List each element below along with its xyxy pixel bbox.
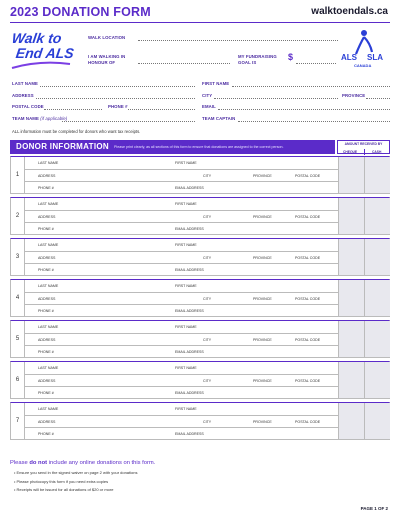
contact-line[interactable]: PHONE # EMAIL ADDRESS [38,391,204,396]
table-row [10,238,390,276]
row-number: 7 [11,403,25,439]
cash-amount-cell[interactable] [364,198,390,234]
warning-bold: do not [29,460,48,466]
website-link[interactable]: walktoendals.ca [311,6,388,17]
walk-location-label: WALK LOCATION [88,35,126,40]
contact-line[interactable]: PHONE # EMAIL ADDRESS [38,227,204,232]
cash-amount-cell[interactable] [364,280,390,316]
page-number: PAGE 1 OF 2 [360,506,388,511]
warning-suffix: include any online donations on this form. [48,460,156,466]
row-number: 4 [11,280,25,316]
name-line[interactable]: LAST NAME FIRST NAME [25,198,338,211]
donor-section-instructions: Please print clearly, as all sections of this form to ensure that donations are assigned to the correct person. [114,145,284,149]
first-name-field[interactable] [232,86,390,87]
address-field[interactable] [36,98,195,99]
cash-amount-cell[interactable] [364,239,390,275]
contact-line[interactable]: PHONE # EMAIL ADDRESS [38,268,204,273]
footer-bullet-list [14,469,137,495]
team-name-note: (if applicable) [40,116,68,121]
name-line[interactable]: LAST NAME FIRST NAME [25,403,338,416]
cheque-column-label: CHEQUE [343,150,358,154]
last-name-field[interactable] [40,86,195,87]
contact-line[interactable]: PHONE # EMAIL ADDRESS [38,350,204,355]
team-captain-label: TEAM CAPTAIN [202,116,236,121]
online-donations-warning [10,460,155,466]
row-number: 6 [11,362,25,398]
address-label: ADDRESS [12,93,34,98]
amount-received-header [337,140,390,154]
address-line[interactable]: ADDRESS CITY PROVINCE POSTAL CODE [25,375,338,388]
honour-label: I AM WALKING IN HONOUR OF [88,54,126,65]
donor-information-header [10,140,335,154]
logo-line2: End ALS [14,45,75,61]
cheque-amount-cell[interactable] [338,239,364,275]
name-line[interactable]: LAST NAME FIRST NAME [25,362,338,375]
team-name-label [12,116,67,121]
contact-line[interactable]: PHONE # EMAIL ADDRESS [38,186,204,191]
row-number: 5 [11,321,25,357]
row-number: 2 [11,198,25,234]
fundraising-goal-field[interactable] [296,63,336,64]
email-label: EMAIL [202,104,216,109]
cash-amount-cell[interactable] [364,362,390,398]
last-name-label: LAST NAME [12,81,38,86]
walk-to-end-als-logo [10,28,74,72]
address-line[interactable]: ADDRESS CITY PROVINCE POSTAL CODE [25,170,338,183]
team-name-field[interactable] [62,121,195,122]
fundraising-goal-label: MY FUNDRAISING GOAL IS [238,54,277,65]
name-line[interactable]: LAST NAME FIRST NAME [25,157,338,170]
honour-field[interactable] [138,63,230,64]
receipt-note: ALL information must be completed for donors who want tax receipts. [12,129,141,134]
table-row [10,279,390,317]
name-line[interactable]: LAST NAME FIRST NAME [25,280,338,293]
logo-line1: Walk to [10,30,63,46]
table-row [10,197,390,235]
postal-code-label: POSTAL CODE [12,104,44,109]
address-line[interactable]: ADDRESS CITY PROVINCE POSTAL CODE [25,416,338,429]
province-field[interactable] [366,98,390,99]
cheque-amount-cell[interactable] [338,280,364,316]
contact-line[interactable]: PHONE # EMAIL ADDRESS [38,309,204,314]
name-line[interactable]: LAST NAME FIRST NAME [25,239,338,252]
list-item: • Ensure you send in the signed waiver on page 2 with your donations [14,470,138,475]
row-number: 3 [11,239,25,275]
als-left: ALS [341,53,357,62]
cash-amount-cell[interactable] [364,321,390,357]
cheque-amount-cell[interactable] [338,157,364,193]
team-captain-field[interactable] [238,121,390,122]
address-line[interactable]: ADDRESS CITY PROVINCE POSTAL CODE [25,334,338,347]
cash-amount-cell[interactable] [364,157,390,193]
name-line[interactable]: LAST NAME FIRST NAME [25,321,338,334]
walk-location-field[interactable] [138,40,338,41]
contact-line[interactable]: PHONE # EMAIL ADDRESS [38,432,204,437]
cheque-amount-cell[interactable] [338,362,364,398]
row-number: 1 [11,157,25,193]
province-label: PROVINCE [342,93,366,98]
city-field[interactable] [214,98,338,99]
cash-amount-cell[interactable] [364,403,390,439]
table-row [10,402,390,440]
als-canada-logo [340,28,388,72]
table-row [10,156,390,194]
cash-column-label: CASH [372,150,382,154]
warning-prefix: Please [10,460,28,466]
table-row [10,320,390,358]
list-item: • Please photocopy this form if you need extra copies [14,478,109,484]
list-item: • Receipts will be issued for all donations of $20 or more [14,487,114,492]
email-field[interactable] [218,109,390,110]
cheque-amount-cell[interactable] [338,403,364,439]
address-line[interactable]: ADDRESS CITY PROVINCE POSTAL CODE [25,252,338,265]
first-name-label: FIRST NAME [202,81,230,86]
city-label: CITY [202,93,213,98]
phone-label: PHONE # [108,104,128,109]
address-line[interactable]: ADDRESS CITY PROVINCE POSTAL CODE [25,211,338,224]
team-name-text: TEAM NAME [12,116,39,121]
als-right: SLA [367,53,383,62]
als-sub: CANADA [354,63,372,68]
page-title: 2023 DONATION FORM [10,5,151,19]
address-line[interactable]: ADDRESS CITY PROVINCE POSTAL CODE [25,293,338,306]
phone-field[interactable] [128,109,195,110]
postal-code-field[interactable] [44,109,102,110]
cheque-amount-cell[interactable] [338,198,364,234]
als-figure-icon [340,28,388,56]
donor-section-title: DONOR INFORMATION [16,142,109,151]
currency-symbol: $ [288,52,294,62]
table-row [10,361,390,399]
cheque-amount-cell[interactable] [338,321,364,357]
amount-received-label: AMOUNT RECEIVED BY [344,142,383,146]
header-divider [10,22,390,23]
